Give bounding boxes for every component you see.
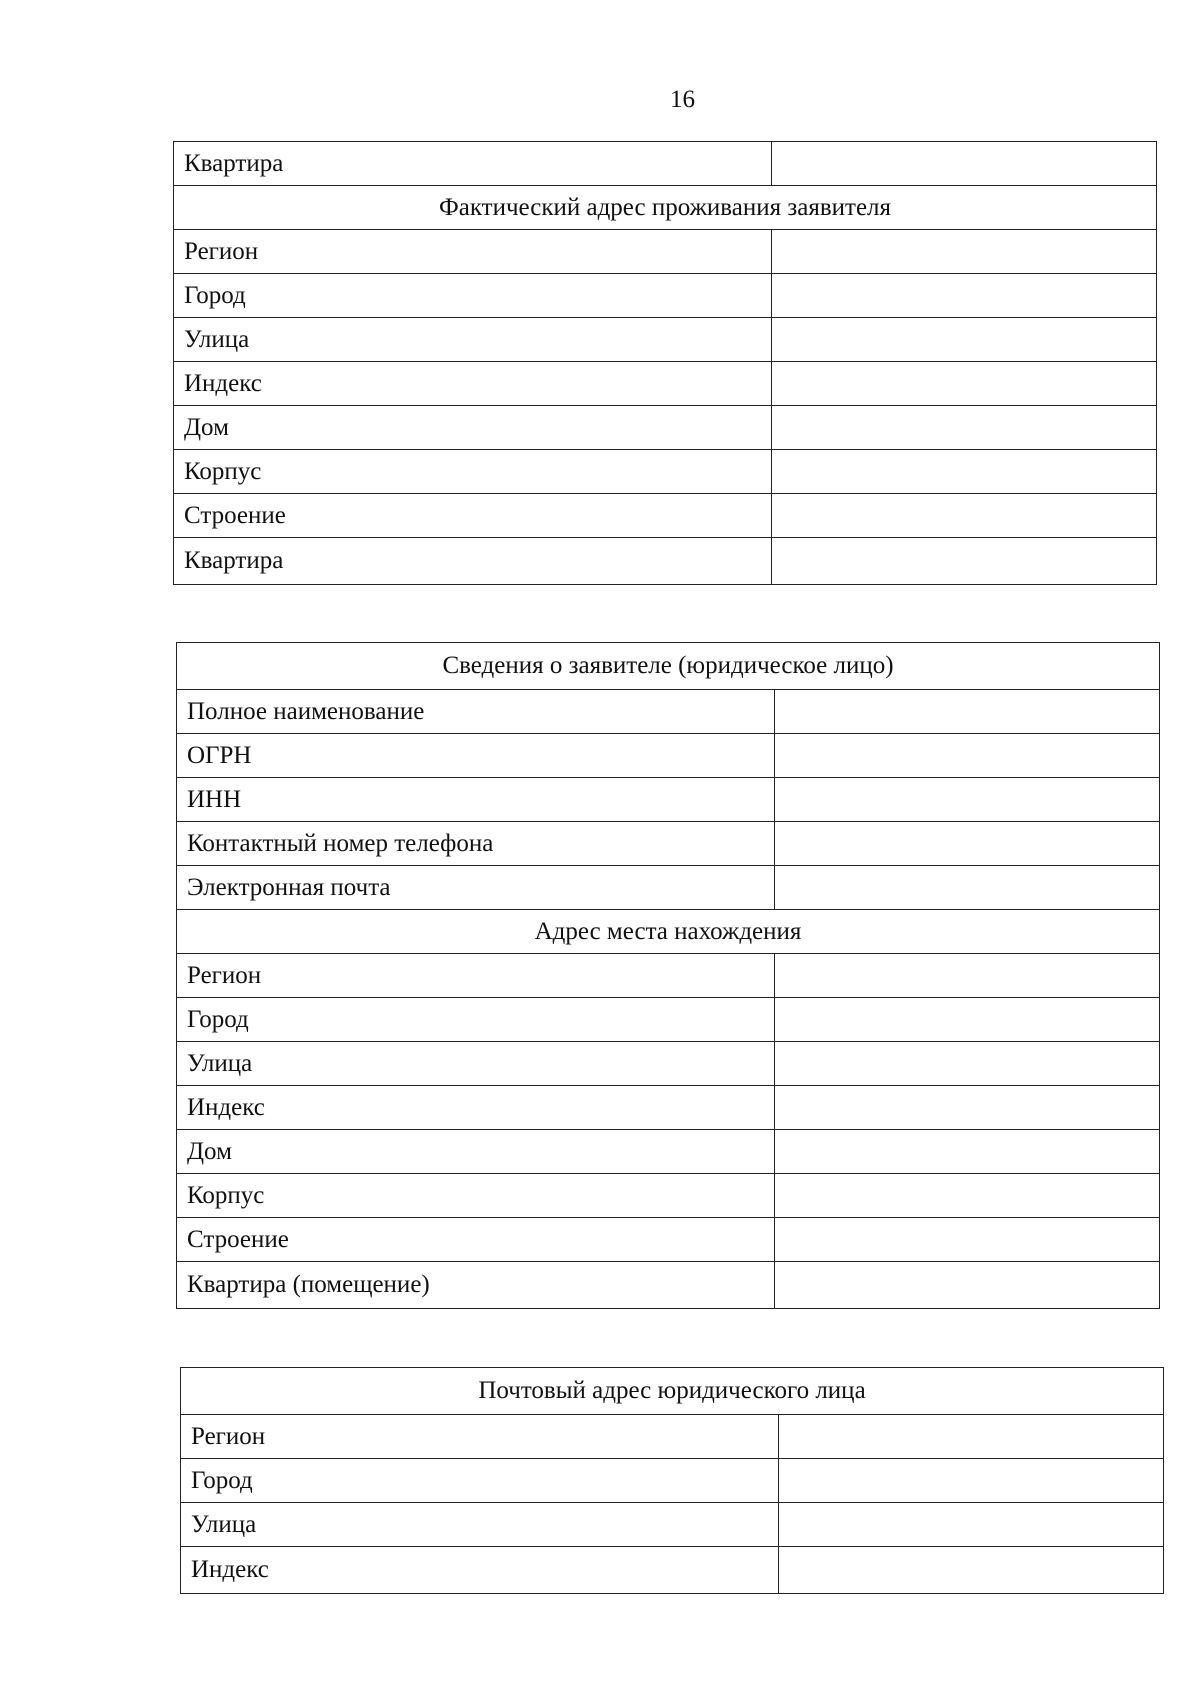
field-value-postcode[interactable] bbox=[779, 1547, 1164, 1594]
field-label-postcode: Индекс bbox=[181, 1547, 779, 1594]
field-label-region: Регион bbox=[174, 230, 772, 274]
field-value-inn[interactable] bbox=[775, 778, 1160, 822]
field-label-street: Улица bbox=[177, 1042, 775, 1086]
table-row bbox=[174, 494, 1157, 538]
field-label-structure: Строение bbox=[174, 494, 772, 538]
field-label-apartment-2: Квартира bbox=[174, 538, 772, 585]
section-title-postal-address: Почтовый адрес юридического лица bbox=[181, 1368, 1164, 1415]
field-value-region[interactable] bbox=[779, 1415, 1164, 1459]
field-label-city: Город bbox=[177, 998, 775, 1042]
field-value-ogrn[interactable] bbox=[775, 734, 1160, 778]
table-row bbox=[177, 690, 1160, 734]
section-header-row bbox=[177, 643, 1160, 690]
field-label-email: Электронная почта bbox=[177, 866, 775, 910]
field-value-building[interactable] bbox=[772, 450, 1157, 494]
table-row bbox=[174, 406, 1157, 450]
field-value-premises[interactable] bbox=[775, 1262, 1160, 1309]
field-value-postcode[interactable] bbox=[772, 362, 1157, 406]
field-label-premises: Квартира (помещение) bbox=[177, 1262, 775, 1309]
field-value-city[interactable] bbox=[772, 274, 1157, 318]
field-label-full-name: Полное наименование bbox=[177, 690, 775, 734]
field-value-building[interactable] bbox=[775, 1174, 1160, 1218]
section-header-row bbox=[177, 910, 1160, 954]
table-row bbox=[177, 1262, 1160, 1309]
field-value-street[interactable] bbox=[779, 1503, 1164, 1547]
page-number: 16 bbox=[670, 86, 695, 113]
field-label-phone: Контактный номер телефона bbox=[177, 822, 775, 866]
field-value-city[interactable] bbox=[775, 998, 1160, 1042]
field-value-street[interactable] bbox=[775, 1042, 1160, 1086]
table-row bbox=[177, 1042, 1160, 1086]
field-value-street[interactable] bbox=[772, 318, 1157, 362]
table-row bbox=[181, 1503, 1164, 1547]
section-title-location-address: Адрес места нахождения bbox=[177, 910, 1160, 954]
section-header-row bbox=[181, 1368, 1164, 1415]
field-value-full-name[interactable] bbox=[775, 690, 1160, 734]
table-row bbox=[177, 954, 1160, 998]
field-label-house: Дом bbox=[177, 1130, 775, 1174]
field-value-region[interactable] bbox=[772, 230, 1157, 274]
table-row bbox=[174, 362, 1157, 406]
table-row bbox=[177, 778, 1160, 822]
table-row bbox=[174, 230, 1157, 274]
field-value-structure[interactable] bbox=[772, 494, 1157, 538]
table-row bbox=[177, 866, 1160, 910]
table-row bbox=[177, 998, 1160, 1042]
field-value-house[interactable] bbox=[772, 406, 1157, 450]
field-value-postcode[interactable] bbox=[775, 1086, 1160, 1130]
table-row bbox=[177, 1130, 1160, 1174]
field-label-inn: ИНН bbox=[177, 778, 775, 822]
legal-entity-table bbox=[176, 642, 1160, 1309]
field-label-building: Корпус bbox=[177, 1174, 775, 1218]
field-label-structure: Строение bbox=[177, 1218, 775, 1262]
field-label-street: Улица bbox=[174, 318, 772, 362]
table-row bbox=[177, 1174, 1160, 1218]
field-label-region: Регион bbox=[177, 954, 775, 998]
field-label-postcode: Индекс bbox=[177, 1086, 775, 1130]
table-row bbox=[174, 538, 1157, 585]
table-row bbox=[181, 1459, 1164, 1503]
field-label-building: Корпус bbox=[174, 450, 772, 494]
table-row bbox=[177, 1218, 1160, 1262]
table-row bbox=[174, 274, 1157, 318]
section-title-actual-residence: Фактический адрес проживания заявителя bbox=[174, 186, 1157, 230]
postal-address-table bbox=[180, 1367, 1164, 1594]
field-label-region: Регион bbox=[181, 1415, 779, 1459]
field-value-city[interactable] bbox=[779, 1459, 1164, 1503]
field-value-region[interactable] bbox=[775, 954, 1160, 998]
table-row bbox=[174, 450, 1157, 494]
field-value-apartment-2[interactable] bbox=[772, 538, 1157, 585]
table-row bbox=[174, 142, 1157, 186]
table-row bbox=[181, 1547, 1164, 1594]
table-row bbox=[174, 318, 1157, 362]
table-row bbox=[181, 1415, 1164, 1459]
residence-address-table bbox=[173, 141, 1157, 585]
table-row bbox=[177, 1086, 1160, 1130]
field-label-apartment: Квартира bbox=[174, 142, 772, 186]
field-label-house: Дом bbox=[174, 406, 772, 450]
field-value-structure[interactable] bbox=[775, 1218, 1160, 1262]
section-header-row bbox=[174, 186, 1157, 230]
field-value-house[interactable] bbox=[775, 1130, 1160, 1174]
section-title-legal-entity: Сведения о заявителе (юридическое лицо) bbox=[177, 643, 1160, 690]
field-value-email[interactable] bbox=[775, 866, 1160, 910]
table-row bbox=[177, 822, 1160, 866]
field-label-city: Город bbox=[174, 274, 772, 318]
field-label-street: Улица bbox=[181, 1503, 779, 1547]
field-value-phone[interactable] bbox=[775, 822, 1160, 866]
field-label-city: Город bbox=[181, 1459, 779, 1503]
field-label-postcode: Индекс bbox=[174, 362, 772, 406]
table-row bbox=[177, 734, 1160, 778]
field-value-apartment[interactable] bbox=[772, 142, 1157, 186]
field-label-ogrn: ОГРН bbox=[177, 734, 775, 778]
